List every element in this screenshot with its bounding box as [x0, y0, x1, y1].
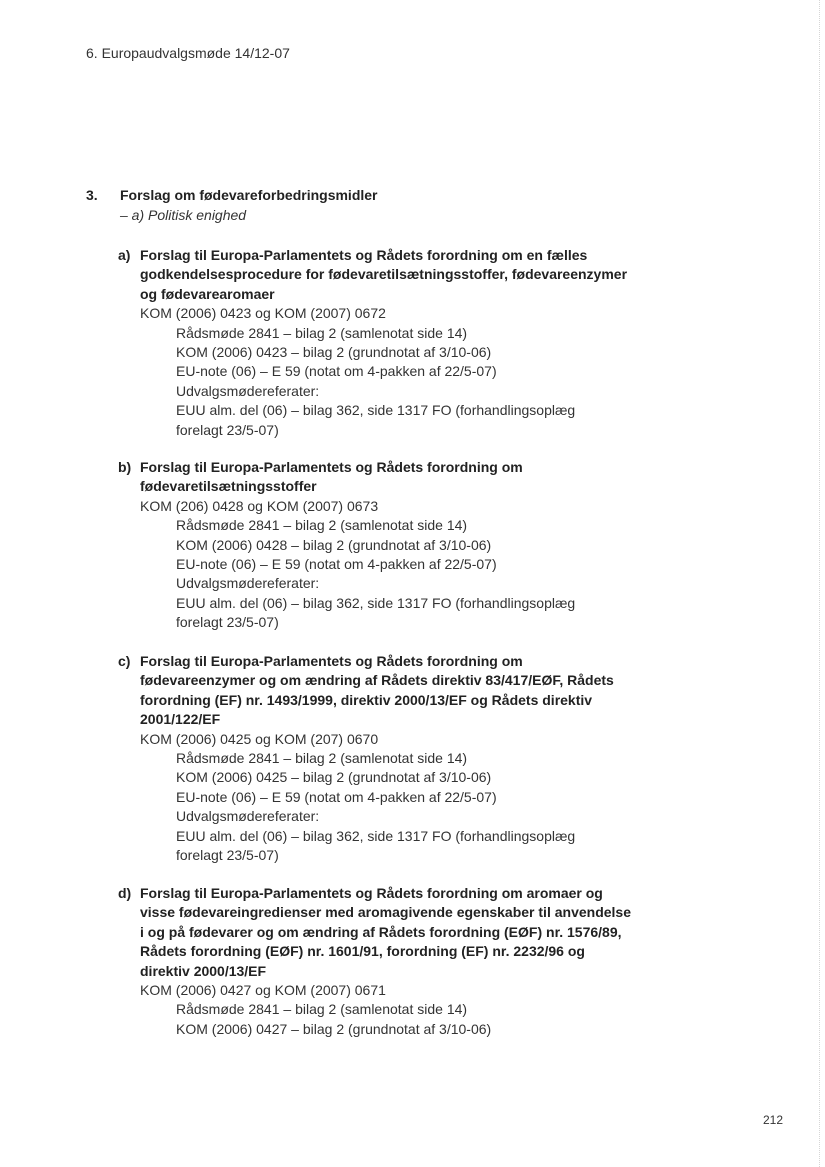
item-kom-reference: KOM (206) 0428 og KOM (2007) 0673	[140, 497, 379, 514]
section-heading	[86, 186, 766, 205]
item-letter: c)	[118, 653, 131, 669]
item-heading	[118, 652, 638, 730]
item-reference-line: EUU alm. del (06) – bilag 362, side 1317 FO (forhandlingsoplæg	[176, 827, 576, 844]
agenda-item-a	[118, 246, 638, 440]
agenda-item-d	[118, 884, 638, 1039]
page-header: 6. Europaudvalgsmøde 14/12-07	[86, 45, 290, 61]
item-reference-line: Udvalgsmødereferater:	[176, 575, 320, 592]
item-reference-continuation: forelagt 23/5-07)	[176, 421, 279, 438]
item-reference-line: Udvalgsmødereferater:	[176, 382, 320, 399]
item-reference-line: EUU alm. del (06) – bilag 362, side 1317 FO (forhandlingsoplæg	[176, 594, 576, 611]
item-title: Forslag til Europa-Parlamentets og Rådets forordning om aromaer og visse fødevareingredienser med aromagivende egenskaber til anvendelse i og på fødevarer og om ændring af Rådets forordning (EØF) nr. 1576/89, Rådets forordning (EØF) nr. 1601/91, forordning (EF) nr. 2232/96 og direktiv 2000/13/EF	[140, 885, 631, 979]
item-reference-line: KOM (2006) 0425 – bilag 2 (grundnotat af 3/10-06)	[176, 769, 492, 786]
section-title: Forslag om fødevareforbedringsmidler	[120, 187, 378, 203]
page-number: 212	[763, 1113, 784, 1127]
item-reference-line: EUU alm. del (06) – bilag 362, side 1317 FO (forhandlingsoplæg	[176, 402, 576, 419]
item-title: Forslag til Europa-Parlamentets og Rådets forordning om fødevaretilsætningsstoffer	[140, 459, 523, 495]
item-title: Forslag til Europa-Parlamentets og Rådets forordning om fødevareenzymer og om ændring af Rådets direktiv 83/417/EØF, Rådets forordning (EF) nr. 1493/1999, direktiv 2000/13/EF og Rådets direktiv 2001/122/EF	[140, 653, 614, 728]
item-reference-line: EU-note (06) – E 59 (notat om 4-pakken af 22/5-07)	[176, 363, 497, 380]
item-reference-continuation: forelagt 23/5-07)	[176, 847, 279, 864]
item-reference-line: Rådsmøde 2841 – bilag 2 (samlenotat side 14)	[176, 1001, 468, 1018]
section-number: 3.	[86, 187, 98, 203]
item-reference-line: KOM (2006) 0427 – bilag 2 (grundnotat af 3/10-06)	[176, 1020, 492, 1037]
item-title: Forslag til Europa-Parlamentets og Rådets forordning om en fælles godkendelsesprocedure for fødevaretilsætningsstoffer, fødevareenzymer og fødevarearomaer	[140, 247, 628, 302]
item-letter: a)	[118, 247, 131, 263]
item-reference-line: EU-note (06) – E 59 (notat om 4-pakken af 22/5-07)	[176, 788, 497, 805]
item-letter: b)	[118, 459, 132, 475]
item-letter: d)	[118, 885, 132, 901]
item-kom-reference: KOM (2006) 0425 og KOM (207) 0670	[140, 730, 379, 747]
item-reference-line: Udvalgsmødereferater:	[176, 808, 320, 825]
item-heading	[118, 884, 638, 981]
item-reference-line: EU-note (06) – E 59 (notat om 4-pakken af 22/5-07)	[176, 556, 497, 573]
section-subtitle: – a) Politisk enighed	[120, 207, 247, 223]
agenda-section	[86, 186, 766, 225]
page-edge-line	[819, 0, 820, 1167]
item-heading	[118, 246, 638, 304]
agenda-item-c	[118, 652, 638, 865]
item-reference-continuation: forelagt 23/5-07)	[176, 614, 279, 631]
item-reference-line: Rådsmøde 2841 – bilag 2 (samlenotat side 14)	[176, 517, 468, 534]
item-kom-reference: KOM (2006) 0423 og KOM (2007) 0672	[140, 305, 386, 322]
item-reference-line: KOM (2006) 0423 – bilag 2 (grundnotat af 3/10-06)	[176, 344, 492, 361]
item-kom-reference: KOM (2006) 0427 og KOM (2007) 0671	[140, 982, 386, 999]
item-heading	[118, 458, 638, 497]
agenda-item-b	[118, 458, 638, 633]
item-reference-line: Rådsmøde 2841 – bilag 2 (samlenotat side 14)	[176, 324, 468, 341]
item-reference-line: Rådsmøde 2841 – bilag 2 (samlenotat side 14)	[176, 750, 468, 767]
item-reference-line: KOM (2006) 0428 – bilag 2 (grundnotat af 3/10-06)	[176, 536, 492, 553]
